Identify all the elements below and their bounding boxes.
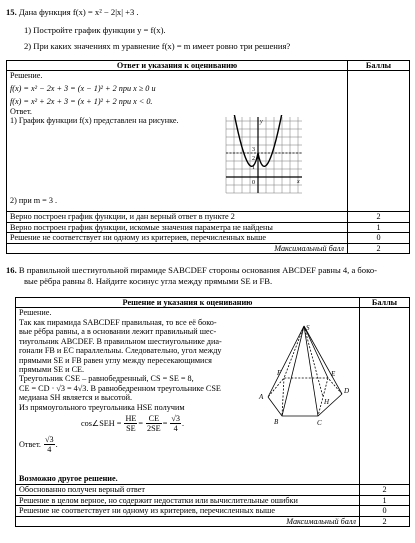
problem-number: 16. bbox=[6, 265, 17, 275]
answer-label: Ответ. bbox=[19, 439, 41, 449]
criterion-text: Обоснованно получен верный ответ bbox=[16, 485, 360, 495]
edge-SA bbox=[268, 326, 304, 397]
criterion-text: Решение не соответствует ни одному из критериев, перечисленных выше bbox=[16, 506, 360, 516]
max-score-label: Максимальный балл bbox=[7, 243, 348, 253]
ce-formula: CE = CD · √3 = 4√3 bbox=[19, 383, 87, 393]
criterion-text: Верно построен график функции, и дан верный ответ в пункте 2 bbox=[7, 212, 348, 222]
edge-SD bbox=[304, 326, 342, 394]
ce-text: . В равнобедренном треугольнике CSE bbox=[86, 383, 221, 393]
max-score-points: 2 bbox=[348, 243, 410, 253]
label-D: D bbox=[344, 387, 350, 396]
graph-origin: 0 bbox=[252, 180, 255, 187]
header-answer: Ответ и указания к оцениванию bbox=[7, 61, 348, 71]
criterion-points: 1 bbox=[360, 495, 410, 505]
header-points: Баллы bbox=[348, 61, 410, 71]
base-back bbox=[268, 378, 342, 397]
solution-text-line-1: Так как пирамида SABCDEF правильная, то все её боко- bbox=[19, 317, 217, 327]
cos-formula: cos∠SEH = $\frac{HE}{SE}$ = $\frac{CE}{2SE}$ = $\frac{√3}{4}$ . bbox=[81, 414, 184, 434]
problem-number: 15. bbox=[6, 7, 17, 17]
graph-x-label: x bbox=[297, 179, 300, 186]
edge-SB bbox=[282, 326, 304, 416]
graph-tick-3: 3 bbox=[252, 147, 255, 154]
problem-15-rubric-table bbox=[6, 60, 410, 254]
answer-2: 2) при m = 3 . bbox=[10, 196, 58, 206]
criterion-text: Решение в целом верное, но содержит недостатки или вычислительные ошибки bbox=[16, 495, 360, 505]
answer-line: Ответ. $\frac{√3}{4}$ . bbox=[19, 434, 58, 455]
criterion-text: Решение не соответствует ни одному из критериев, перечисленных выше bbox=[7, 233, 348, 243]
label-C: C bbox=[317, 419, 322, 428]
graph-y-label: y bbox=[260, 119, 263, 126]
solution-text-line-3: тиугольник ABCDEF. В правильном шестиугольнике диа- bbox=[19, 336, 222, 346]
solution-text-line-5: прямыми SE и FB равен углу между пересекающимися bbox=[19, 355, 212, 365]
problem-15-statement bbox=[6, 8, 139, 18]
cos-lhs: cos∠SEH = bbox=[81, 418, 122, 428]
problem-16-statement-line-2: вые рёбра равны 8. Найдите косинус угла между прямыми SE и FB. bbox=[24, 276, 273, 286]
fraction-3: $\frac{√3}{4}$ bbox=[171, 414, 180, 434]
answer-fraction: $\frac{√3}{4}$ bbox=[45, 434, 54, 455]
problem-16-rubric-table bbox=[15, 297, 410, 527]
solution-cell bbox=[7, 71, 348, 212]
problem-15-q2: 2) При каких значениях m уравнение f(x) = m имеет ровно три решения? bbox=[24, 41, 291, 51]
answer-label: Ответ. bbox=[10, 106, 32, 116]
solution-line-1: f(x) = x² − 2x + 3 = (x − 1)² + 2 при x ≥ 0 и bbox=[10, 83, 156, 93]
criterion-points: 2 bbox=[360, 485, 410, 495]
solution-line-2: f(x) = x² + 2x + 3 = (x + 1)² + 2 при x < 0. bbox=[10, 97, 153, 107]
solution-text-line-6: прямыми SE и CE. bbox=[19, 364, 85, 374]
solution-label: Решение. bbox=[19, 308, 52, 318]
pyramid-figure bbox=[256, 322, 354, 430]
criterion-points: 0 bbox=[360, 506, 410, 516]
problem-16-statement bbox=[6, 266, 411, 276]
header-solution: Решение и указания к оцениванию bbox=[16, 298, 360, 308]
criterion-points: 0 bbox=[348, 233, 410, 243]
triangle-line: Треугольник CSE – равнобедренный, CS = SE = 8, bbox=[19, 374, 194, 384]
points-empty bbox=[360, 308, 410, 485]
alt-solution-note: Возможно другое решение. bbox=[19, 474, 118, 484]
solution-cell bbox=[16, 308, 360, 485]
criterion-points: 1 bbox=[348, 222, 410, 232]
problem-text: Дана функция f(x) = x² − 2|x| +3 . bbox=[18, 7, 139, 17]
median-line: медиана SH является и высотой. bbox=[19, 393, 133, 403]
solution-label: Решение. bbox=[10, 71, 43, 81]
header-points: Баллы bbox=[360, 298, 410, 308]
label-F: F bbox=[277, 369, 282, 378]
edge-SF bbox=[284, 326, 304, 378]
base-front bbox=[268, 394, 342, 416]
label-A: A bbox=[259, 393, 264, 402]
max-score-label: Максимальный балл bbox=[16, 516, 360, 526]
graph-tick-1: 1 bbox=[252, 165, 255, 172]
from-triangle-line: Из прямоугольного треугольника HSE получим bbox=[19, 402, 185, 412]
solution-text-line-4: гонали FB и EC параллельны. Следовательно, угол между bbox=[19, 346, 222, 356]
problem-15-q1: 1) Постройте график функции y = f(x). bbox=[24, 25, 166, 35]
max-score-points: 2 bbox=[360, 516, 410, 526]
function-graph bbox=[224, 115, 304, 195]
fraction-1: $\frac{HE}{SE}$ bbox=[125, 414, 137, 434]
solution-text-line-2: вые рёбра равны, а в основании лежит правильный шес- bbox=[19, 327, 217, 337]
label-B: B bbox=[274, 418, 279, 427]
points-empty bbox=[348, 71, 410, 212]
criterion-points: 2 bbox=[348, 212, 410, 222]
answer-1: 1) График функции f(x) представлен на рисунке. bbox=[10, 116, 179, 126]
fraction-2: $\frac{CE}{2SE}$ bbox=[147, 414, 161, 434]
label-S: S bbox=[306, 324, 310, 333]
label-E: E bbox=[331, 370, 336, 379]
problem-text-line-1: В правильной шестиугольной пирамиде SABCDEF стороны основания ABCDEF равны 4, а боко- bbox=[18, 265, 377, 275]
criterion-text: Верно построен график функции, искомые значения параметра не найдены bbox=[7, 222, 348, 232]
graph-tick-2: 2 bbox=[252, 156, 255, 163]
label-H: H bbox=[324, 398, 330, 407]
